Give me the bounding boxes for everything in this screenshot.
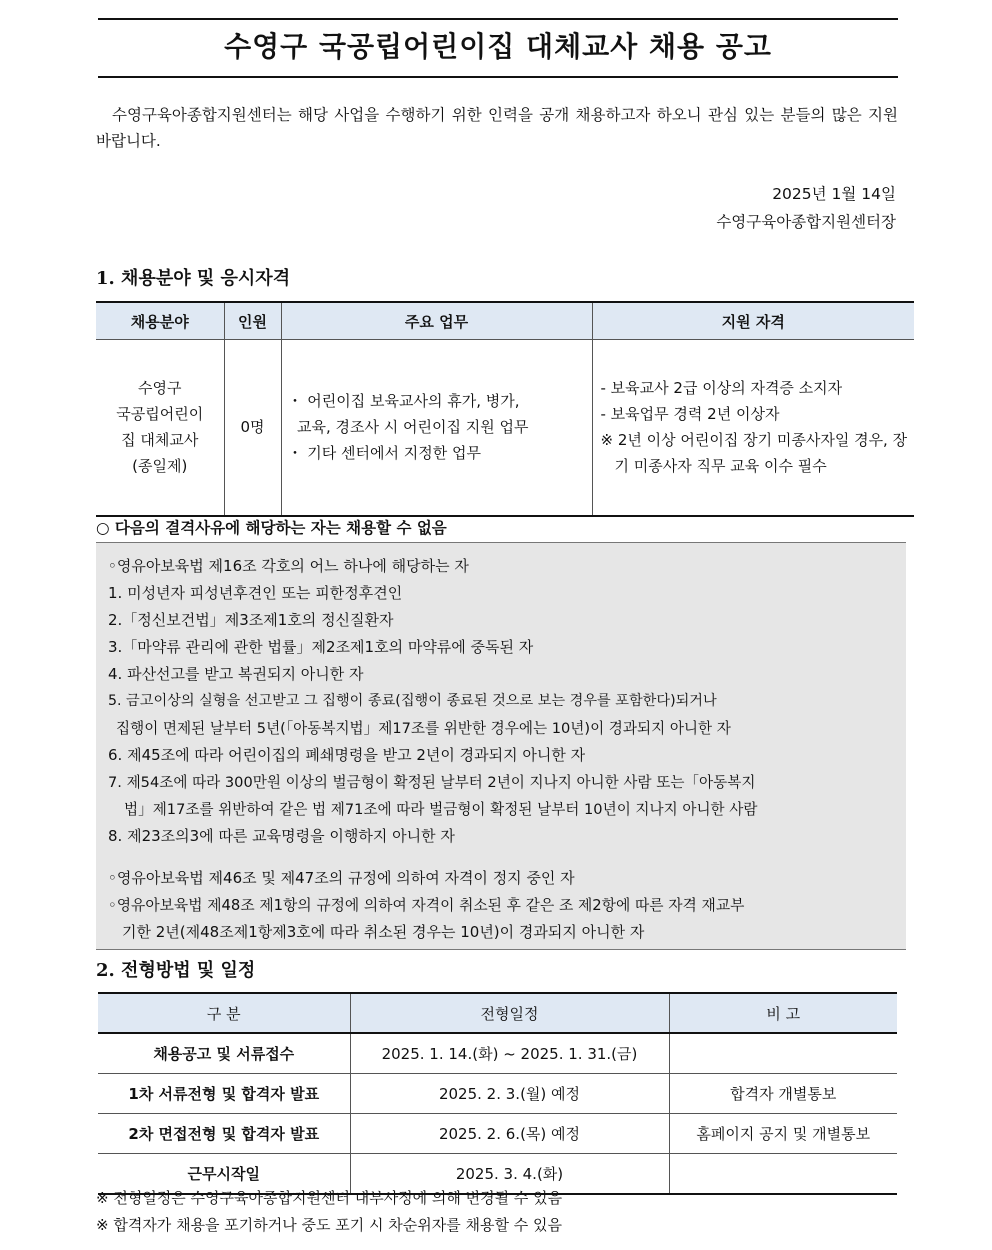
qual-line: - 보육교사 2급 이상의 자격증 소지자 — [600, 379, 843, 398]
stage-cell: 근무시작일 — [98, 1154, 350, 1195]
announcement-date: 2025년 1월 14일 — [772, 185, 896, 203]
cell-count: 0명 — [224, 340, 281, 516]
exclusion-line: ◦영유아보육법 제48조 제1항의 규정에 의하여 자격이 취소된 후 같은 조 제2항에 따른 자격 재교부 — [108, 897, 745, 914]
exclusion-line: 집행이 면제된 날부터 5년(「아동복지법」제17조를 위반한 경우에는 10년)이 경과되지 아니한 자 — [116, 720, 731, 737]
exclusion-line: 3.「마약류 관리에 관한 법률」제2조제1호의 마약류에 중독된 자 — [108, 638, 534, 656]
field-line: 집 대체교사 — [121, 431, 199, 450]
header-count: 인원 — [224, 302, 281, 340]
section2-title: 2. 전형방법 및 일정 — [96, 960, 256, 981]
exclusion-line: 7. 제54조에 따라 300만원 이상의 벌금형이 확정된 날부터 2년이 지나지 아니한 사람 또는「아동복지 — [108, 774, 756, 791]
schedule-cell: 2025. 2. 3.(월) 예정 — [350, 1074, 669, 1114]
field-line: (종일제) — [132, 457, 188, 476]
duty-line: ・ 어린이집 보육교사의 휴가, 병가, — [287, 392, 520, 411]
exclusion-line: 법」제17조를 위반하여 같은 법 제71조에 따라 벌금형이 확정된 날부터 10년이 지나지 아니한 사람 — [124, 801, 758, 818]
exclusion-line: 6. 제45조에 따라 어린이집의 폐쇄명령을 받고 2년이 경과되지 아니한 자 — [108, 746, 586, 764]
note-cell: 합격자 개별통보 — [669, 1074, 897, 1114]
exclusion-line: 기한 2년(제48조제1항제3호에 따라 취소된 경우는 10년)이 경과되지 아니한 자 — [122, 923, 645, 941]
issuer-name: 수영구육아종합지원센터장 — [716, 213, 896, 231]
qual-line: - 보육업무 경력 2년 이상자 — [600, 405, 780, 424]
duty-line: 교육, 경조사 시 어린이집 지원 업무 — [287, 418, 529, 437]
cell-quals — [592, 340, 914, 516]
stage-cell: 1차 서류전형 및 합격자 발표 — [98, 1074, 350, 1114]
title-block — [98, 18, 898, 78]
date-block — [716, 180, 896, 236]
header-schedule: 전형일정 — [350, 993, 669, 1033]
schedule-cell: 2025. 3. 4.(화) — [350, 1154, 669, 1195]
exclusion-line: ◦영유아보육법 제46조 및 제47조의 규정에 의하여 자격이 정지 중인 자 — [108, 869, 575, 887]
qual-line: ※ 2년 이상 어린이집 장기 미종사자일 경우, 장기 미종사자 직무 교육 이수 필수 — [600, 431, 908, 476]
table-row — [98, 1114, 897, 1154]
stage-cell: 채용공고 및 서류접수 — [98, 1033, 350, 1074]
schedule-note: ※ 전형일정은 수영구육아종합지원센터 내부사정에 의해 변경될 수 있음 — [96, 1189, 563, 1207]
field-line: 수영구 — [138, 379, 182, 398]
intro-text: 수영구육아종합지원센터는 해당 사업을 수행하기 위한 인력을 공개 채용하고자 하오니 관심 있는 분들의 많은 지원 바랍니다. — [96, 106, 898, 150]
stage-cell: 2차 면접전형 및 합격자 발표 — [98, 1114, 350, 1154]
duty-line: ・ 기타 센터에서 지정한 업무 — [287, 444, 481, 463]
exclusion-line: 8. 제23조의3에 따른 교육명령을 이행하지 아니한 자 — [108, 827, 455, 845]
note-cell — [669, 1033, 897, 1074]
qualification-table — [96, 301, 914, 517]
exclusion-line: 1. 미성년자 피성년후견인 또는 피한정후견인 — [108, 584, 403, 602]
schedule-note: ※ 합격자가 채용을 포기하거나 중도 포기 시 차순위자를 채용할 수 있음 — [96, 1216, 562, 1234]
page-title: 수영구 국공립어린이집 대체교사 채용 공고 — [224, 30, 772, 63]
intro-paragraph — [96, 102, 898, 154]
note-cell — [669, 1154, 897, 1195]
table-row — [98, 1033, 897, 1074]
exclusion-box — [96, 542, 906, 950]
schedule-table — [98, 992, 897, 1195]
exclusion-line: 2.「정신보건법」제3조제1호의 정신질환자 — [108, 611, 394, 629]
exclusion-line: 5. 금고이상의 실형을 선고받고 그 집행이 종료(집행이 종료된 것으로 보는 경우를 포함한다)되거나 — [108, 693, 717, 709]
header-stage: 구 분 — [98, 993, 350, 1033]
header-note: 비 고 — [669, 993, 897, 1033]
cell-duties — [281, 340, 592, 516]
note-cell: 홈페이지 공지 및 개별통보 — [669, 1114, 897, 1154]
section1-title: 1. 채용분야 및 응시자격 — [96, 268, 291, 289]
exclusion-line: 4. 파산선고를 받고 복권되지 아니한 자 — [108, 665, 364, 683]
field-line: 국공립어린이 — [116, 405, 204, 424]
header-field: 채용분야 — [96, 302, 224, 340]
schedule-cell: 2025. 1. 14.(화) ~ 2025. 1. 31.(금) — [350, 1033, 669, 1074]
header-quals: 지원 자격 — [592, 302, 914, 340]
cell-field — [96, 340, 224, 516]
exclusion-line: ◦영유아보육법 제16조 각호의 어느 하나에 해당하는 자 — [108, 557, 469, 575]
schedule-cell: 2025. 2. 6.(목) 예정 — [350, 1114, 669, 1154]
exclusion-heading: ○ 다음의 결격사유에 해당하는 자는 채용할 수 없음 — [96, 519, 447, 537]
table-row — [98, 1074, 897, 1114]
header-duties: 주요 업무 — [281, 302, 592, 340]
